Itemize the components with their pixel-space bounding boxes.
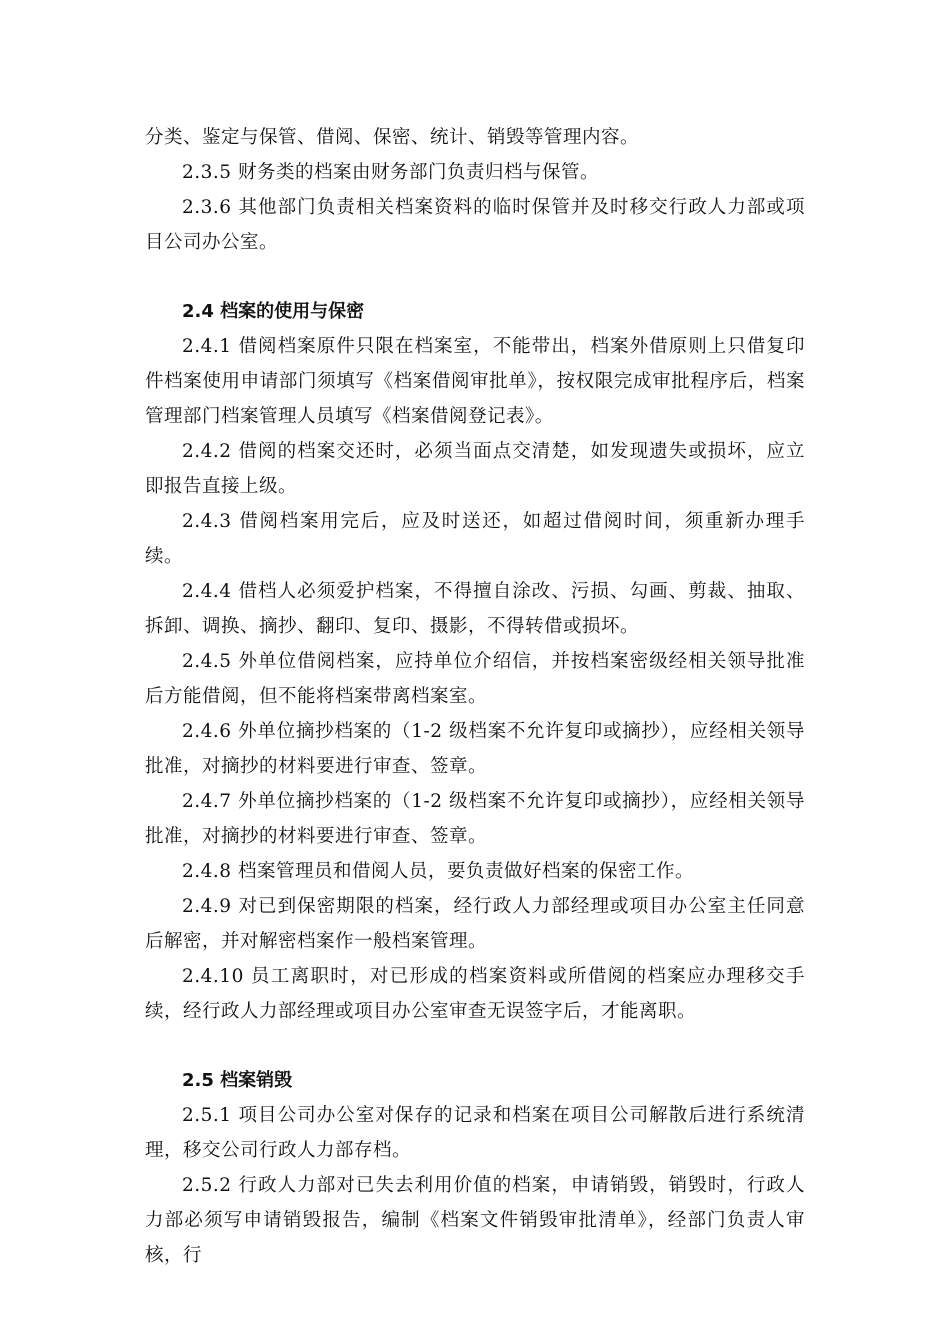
paragraph-2-4-9: 2.4.9 对已到保密期限的档案，经行政人力部经理或项目办公室主任同意后解密，并对解密档案作一般档案管理。 (145, 896, 805, 952)
paragraph-2-4-1: 2.4.1 借阅档案原件只限在档案室，不能带出，档案外借原则上只借复印件档案使用申请部门须填写《档案借阅审批单》，按权限完成审批程序后，档案管理部门档案管理人员填写《档案借阅登记表》。 (145, 336, 805, 427)
paragraph-2-4-2: 2.4.2 借阅的档案交还时，必须当面点交清楚，如发现遗失或损坏，应立即报告直接上级。 (145, 441, 805, 497)
paragraph-2-3-6: 2.3.6 其他部门负责相关档案资料的临时保管并及时移交行政人力部或项目公司办公室。 (145, 197, 805, 253)
section-spacer (145, 260, 805, 294)
paragraph-2-4-3: 2.4.3 借阅档案用完后，应及时送还，如超过借阅时间，须重新办理手续。 (145, 511, 805, 567)
document-body (145, 120, 805, 1273)
paragraph-2-4-7: 2.4.7 外单位摘抄档案的（1-2 级档案不允许复印或摘抄），应经相关领导批准，对摘抄的材料要进行审查、签章。 (145, 791, 805, 847)
paragraph-2-3-5: 2.3.5 财务类的档案由财务部门负责归档与保管。 (182, 162, 599, 183)
paragraph-2-4-8: 2.4.8 档案管理员和借阅人员，要负责做好档案的保密工作。 (182, 861, 694, 882)
paragraph-2-4-5: 2.4.5 外单位借阅档案，应持单位介绍信，并按档案密级经相关领导批准后方能借阅，但不能将档案带离档案室。 (145, 651, 805, 707)
paragraph-2-4-6: 2.4.6 外单位摘抄档案的（1-2 级档案不允许复印或摘抄），应经相关领导批准，对摘抄的材料要进行审查、签章。 (145, 721, 805, 777)
section-spacer (145, 1029, 805, 1063)
paragraph-2-5-1: 2.5.1 项目公司办公室对保存的记录和档案在项目公司解散后进行系统清理，移交公司行政人力部存档。 (145, 1105, 805, 1161)
paragraph-2-3-continuation: 分类、鉴定与保管、借阅、保密、统计、销毁等管理内容。 (145, 127, 640, 148)
paragraph-2-4-10: 2.4.10 员工离职时，对已形成的档案资料或所借阅的档案应办理移交手续，经行政人力部经理或项目办公室审查无误签字后，才能离职。 (145, 966, 805, 1022)
section-heading-2-4: 2.4 档案的使用与保密 (182, 301, 365, 322)
paragraph-2-4-4: 2.4.4 借档人必须爱护档案，不得擅自涂改、污损、勾画、剪裁、抽取、拆卸、调换、摘抄、翻印、复印、摄影，不得转借或损坏。 (145, 581, 805, 637)
section-heading-2-5: 2.5 档案销毁 (182, 1070, 293, 1091)
paragraph-2-5-2: 2.5.2 行政人力部对已失去利用价值的档案，申请销毁，销毁时，行政人力部必须写申请销毁报告，编制《档案文件销毁审批清单》，经部门负责人审核，行 (145, 1175, 805, 1266)
